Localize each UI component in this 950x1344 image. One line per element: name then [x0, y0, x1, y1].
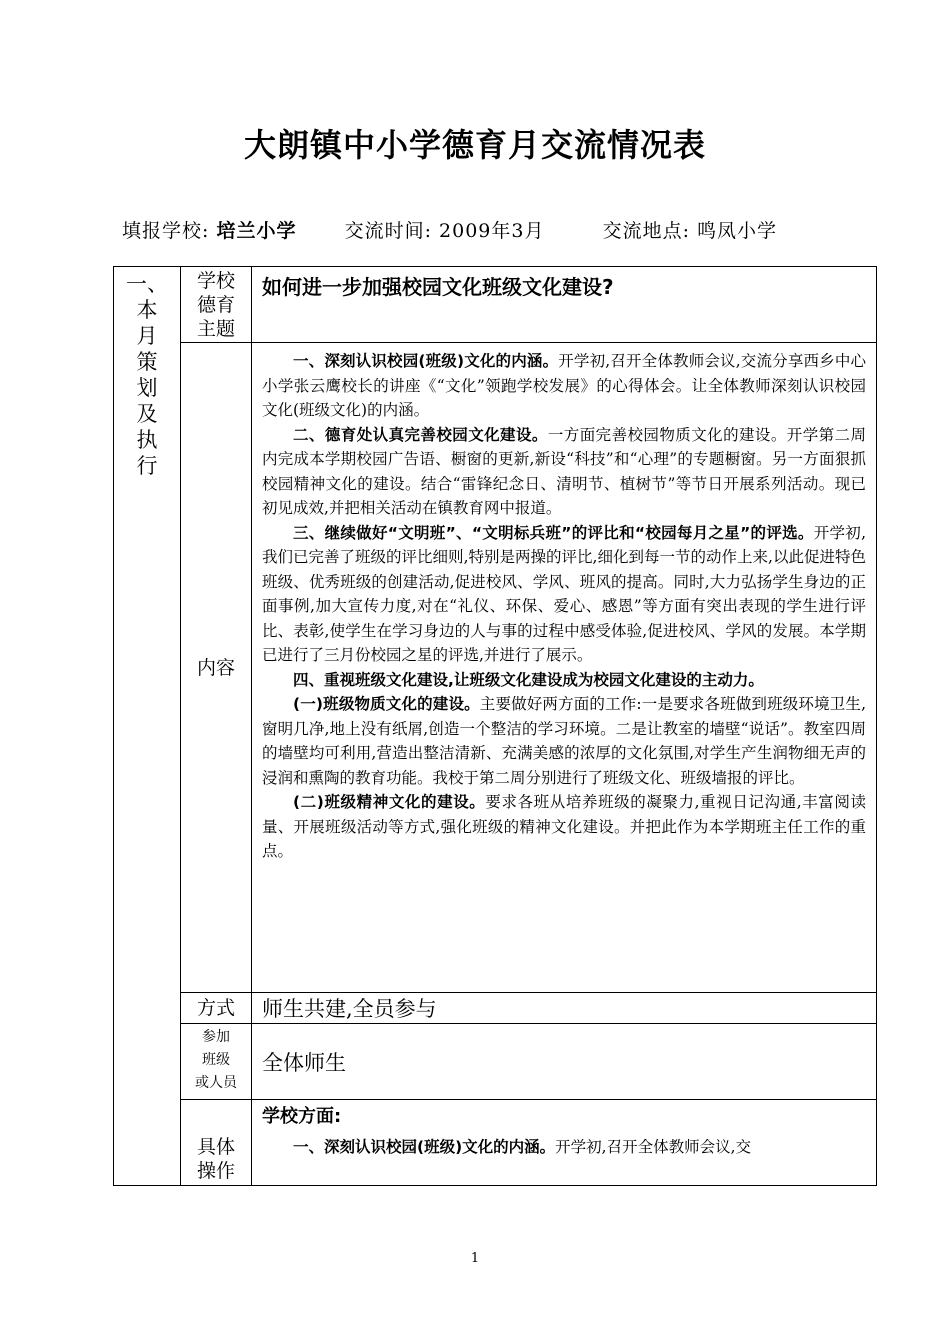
place-label: 交流地点:	[602, 220, 690, 242]
operation-body	[252, 1100, 877, 1186]
topic-value: 如何进一步加强校园文化班级文化建设?	[252, 267, 877, 343]
participants-label-line: 班级	[202, 1052, 230, 1068]
participants-value: 全体师生	[252, 1024, 877, 1100]
method-value: 师生共建,全员参与	[252, 993, 877, 1024]
section-char: 执	[136, 428, 158, 452]
operation-paragraph: 一、深刻认识校园(班级)文化的内涵。开学初,召开全体教师会议,交	[293, 1138, 752, 1156]
page-title: 大朗镇中小学德育月交流情况表	[243, 126, 706, 164]
section-char: 一、	[126, 272, 168, 296]
time-label: 交流时间:	[344, 220, 432, 242]
operation-label	[181, 1100, 252, 1186]
participants-label-line: 参加	[202, 1029, 230, 1045]
school-label: 填报学校:	[122, 220, 210, 242]
section-char: 划	[136, 376, 158, 400]
time-value: 2009年3月	[439, 220, 545, 242]
content-paragraph: 一、深刻认识校园(班级)文化的内涵。开学初,召开全体教师会议,交流分享西乡中心小学张云鹰校长的讲座《“文化”领跑学校发展》的心得体会。让全体教师深刻认识校园文化(班级文化)的内涵。	[262, 352, 866, 419]
content-body	[252, 343, 877, 993]
section-char: 行	[136, 454, 158, 478]
operation-label-line: 具体	[196, 1136, 235, 1158]
participants-label	[181, 1024, 252, 1100]
content-paragraph: 三、继续做好“文明班”、“文明标兵班”的评比和“校园每月之星”的评选。开学初,我们已完善了班级的评比细则,特别是两操的评比,细化到每一节的动作上来,以此促进特色班级、优秀班级的创建活动,促进校风、学风、班风的提高。同时,大力弘扬学生身边的正面事例,加大宣传力度,对在“礼仪、环保、爱心、感恩”等方面有突出表现的学生进行评比、表彰,使学生在学习身边的人与事的过程中感受体验,促进校风、学风的发展。本学期已进行了三月份校园之星的评选,并进行了展示。	[262, 523, 866, 664]
content-paragraph: (一)班级物质文化的建设。主要做好两方面的工作:一是要求各班做到班级环境卫生,窗明几净,地上没有纸屑,创造一个整洁的学习环境。二是让教室的墙壁“说话”。教室四周的墙壁均可利用,营造出整洁清新、充满美感的浓厚的文化氛围,对学生产生润物细无声的浸润和熏陶的教育功能。我校于第二周分别进行了班级文化、班级墙报的评比。	[262, 695, 866, 787]
section-label	[114, 267, 181, 1186]
participants-label-line: 或人员	[195, 1075, 237, 1091]
method-label: 方式	[181, 993, 252, 1024]
topic-label-line: 德育	[196, 294, 235, 316]
section-char: 及	[136, 402, 158, 426]
operation-heading: 学校方面:	[262, 1106, 342, 1127]
operation-label-line: 操作	[196, 1160, 235, 1182]
school-value: 培兰小学	[216, 220, 297, 242]
page-number: 1	[470, 1251, 480, 1266]
header-info	[122, 216, 777, 243]
place-value: 鸣凤小学	[697, 220, 778, 242]
section-char: 本	[136, 298, 158, 322]
topic-label-line: 主题	[196, 318, 235, 340]
topic-label	[181, 267, 252, 343]
content-label: 内容	[181, 343, 252, 993]
exchange-table	[113, 266, 877, 1186]
section-char: 月	[136, 324, 158, 348]
topic-label-line: 学校	[196, 270, 235, 292]
content-paragraph: (二)班级精神文化的建设。要求各班从培养班级的凝聚力,重视日记沟通,丰富阅读量、开展班级活动等方式,强化班级的精神文化建设。并把此作为本学期班主任工作的重点。	[262, 793, 866, 860]
content-paragraph: 四、重视班级文化建设,让班级文化建设成为校园文化建设的主动力。	[293, 670, 764, 689]
content-paragraph: 二、德育处认真完善校园文化建设。一方面完善校园物质文化的建设。开学第二周内完成本学期校园广告语、橱窗的更新,新设“科技”和“心理”的专题橱窗。另一方面狠抓校园精神文化的建设。结合“雷锋纪念日、清明节、植树节”等节日开展系列活动。现已初见成效,并把相关活动在镇教育网中报道。	[262, 425, 866, 517]
section-char: 策	[136, 350, 158, 374]
